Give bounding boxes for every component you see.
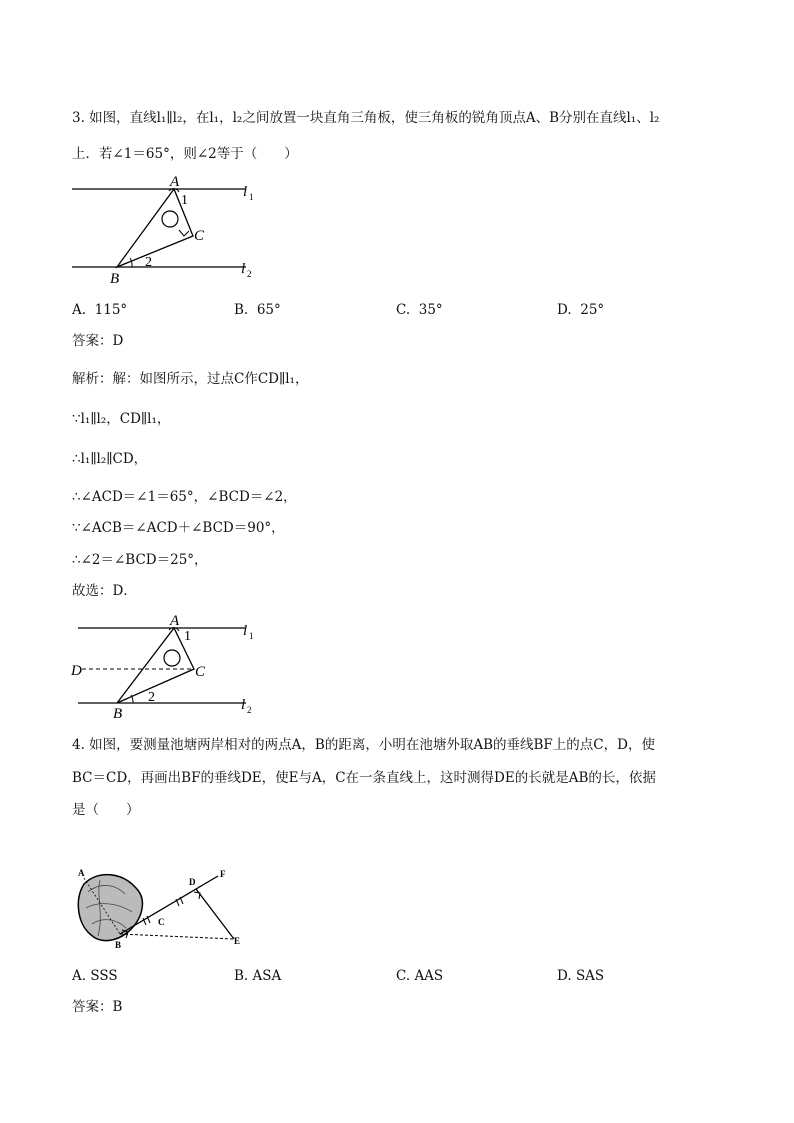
q3-solution-line: ∴∠2＝∠BCD＝25°， xyxy=(72,552,208,568)
q4-fig-label-f: F xyxy=(220,869,226,879)
q4-option-a[interactable] xyxy=(72,966,118,986)
q3-answer: 答案：D xyxy=(72,333,124,349)
q3-fig1-label-l1-sub: 1 xyxy=(249,192,254,202)
q3-fig1-label-b: B xyxy=(110,271,120,287)
q3-option-a[interactable] xyxy=(72,300,127,320)
q3-solution-line: ∵∠ACB＝∠ACD＋∠BCD＝90°， xyxy=(72,520,285,536)
q4-option-d-text: SAS xyxy=(575,968,605,984)
q3-fig2-angle1: 1 xyxy=(184,629,191,644)
q4-figure xyxy=(70,862,250,957)
q4-fig-label-d: D xyxy=(189,877,196,887)
q4-option-a-letter: A. xyxy=(72,968,87,984)
q3-fig1-label-l2: l xyxy=(241,261,246,277)
q4-option-c-text: AAS xyxy=(414,968,444,984)
q3-figure xyxy=(60,170,280,290)
q4-stem-line2: BC＝CD，再画出BF的垂线DE，使E与A，C在一条直线上，这时测得DE的长就是AB的长，依据 xyxy=(72,770,656,786)
q3-option-d-text: 25° xyxy=(580,302,605,318)
q3-solution-line: ∴∠ACD＝∠1＝65°，∠BCD＝∠2， xyxy=(72,489,297,505)
q3-fig2-angle2: 2 xyxy=(148,690,155,705)
q4-option-b[interactable] xyxy=(234,966,281,986)
q3-fig2-label-l1: l xyxy=(243,623,248,639)
q4-fig-label-e: E xyxy=(234,936,241,946)
q4-option-d-letter: D. xyxy=(557,968,572,984)
q3-fig1-label-c: C xyxy=(194,228,205,244)
q3-fig2-label-l1-sub: 1 xyxy=(249,631,254,641)
q3-solution-figure xyxy=(60,608,280,722)
q4-answer: 答案：B xyxy=(72,999,123,1015)
q3-option-c-letter: C. xyxy=(396,302,411,318)
q3-option-a-letter: A. xyxy=(72,302,87,318)
q3-option-b-letter: B. xyxy=(234,302,249,318)
q3-solution-line: 解析：解：如图所示，过点C作CD∥l₁， xyxy=(72,371,309,387)
q3-fig2-label-c: C xyxy=(195,664,206,680)
q3-stem-line2: 上．若∠1＝65°，则∠2等于（ ） xyxy=(72,146,298,162)
q3-fig2-label-b: B xyxy=(113,706,123,722)
q3-stem-line1: 3. 如图，直线l₁∥l₂，在l₁，l₂之间放置一块直角三角板，使三角板的锐角顶点A、B分别在直线l₁、l₂ xyxy=(72,110,660,126)
q3-fig2-label-l2: l xyxy=(241,697,246,713)
q3-option-d[interactable] xyxy=(557,300,604,320)
q3-fig2-label-d: D xyxy=(71,663,82,679)
q3-option-b-text: 65° xyxy=(256,302,281,318)
q4-option-a-text: SSS xyxy=(90,968,118,984)
q3-fig1-label-l1: l xyxy=(243,184,248,200)
q3-fig2-label-l2-sub: 2 xyxy=(247,705,252,715)
q4-option-c-letter: C. xyxy=(396,968,411,984)
q3-fig1-label-l2-sub: 2 xyxy=(247,269,252,279)
q4-stem-line1: 4. 如图，要测量池塘两岸相对的两点A，B的距离，小明在池塘外取AB的垂线BF上的点C，D，使 xyxy=(72,737,655,753)
q4-option-d[interactable] xyxy=(557,966,604,986)
q3-option-b[interactable] xyxy=(234,300,281,320)
q4-option-b-letter: B. xyxy=(234,968,249,984)
q3-option-d-letter: D. xyxy=(557,302,572,318)
q4-fig-label-c: C xyxy=(158,917,165,927)
q3-option-a-text: 115° xyxy=(94,302,128,318)
q4-option-b-text: ASA xyxy=(252,968,282,984)
q3-fig1-angle1: 1 xyxy=(181,193,188,208)
q3-solution-line: ∴l₁∥l₂∥CD， xyxy=(72,451,148,467)
q3-option-c-text: 35° xyxy=(418,302,443,318)
q3-fig1-label-a: A xyxy=(170,174,180,190)
q4-option-c[interactable] xyxy=(396,966,443,986)
q3-fig1-angle2: 2 xyxy=(145,255,152,270)
q4-stem-line3: 是（ ） xyxy=(72,802,140,818)
q3-option-c[interactable] xyxy=(396,300,443,320)
q4-fig-label-a: A xyxy=(78,868,85,878)
q3-solution-line: 故选：D． xyxy=(72,583,137,599)
q3-solution-line: ∵l₁∥l₂，CD∥l₁， xyxy=(72,411,171,427)
q3-fig2-label-a: A xyxy=(170,613,180,629)
q4-fig-label-b: B xyxy=(115,940,122,950)
